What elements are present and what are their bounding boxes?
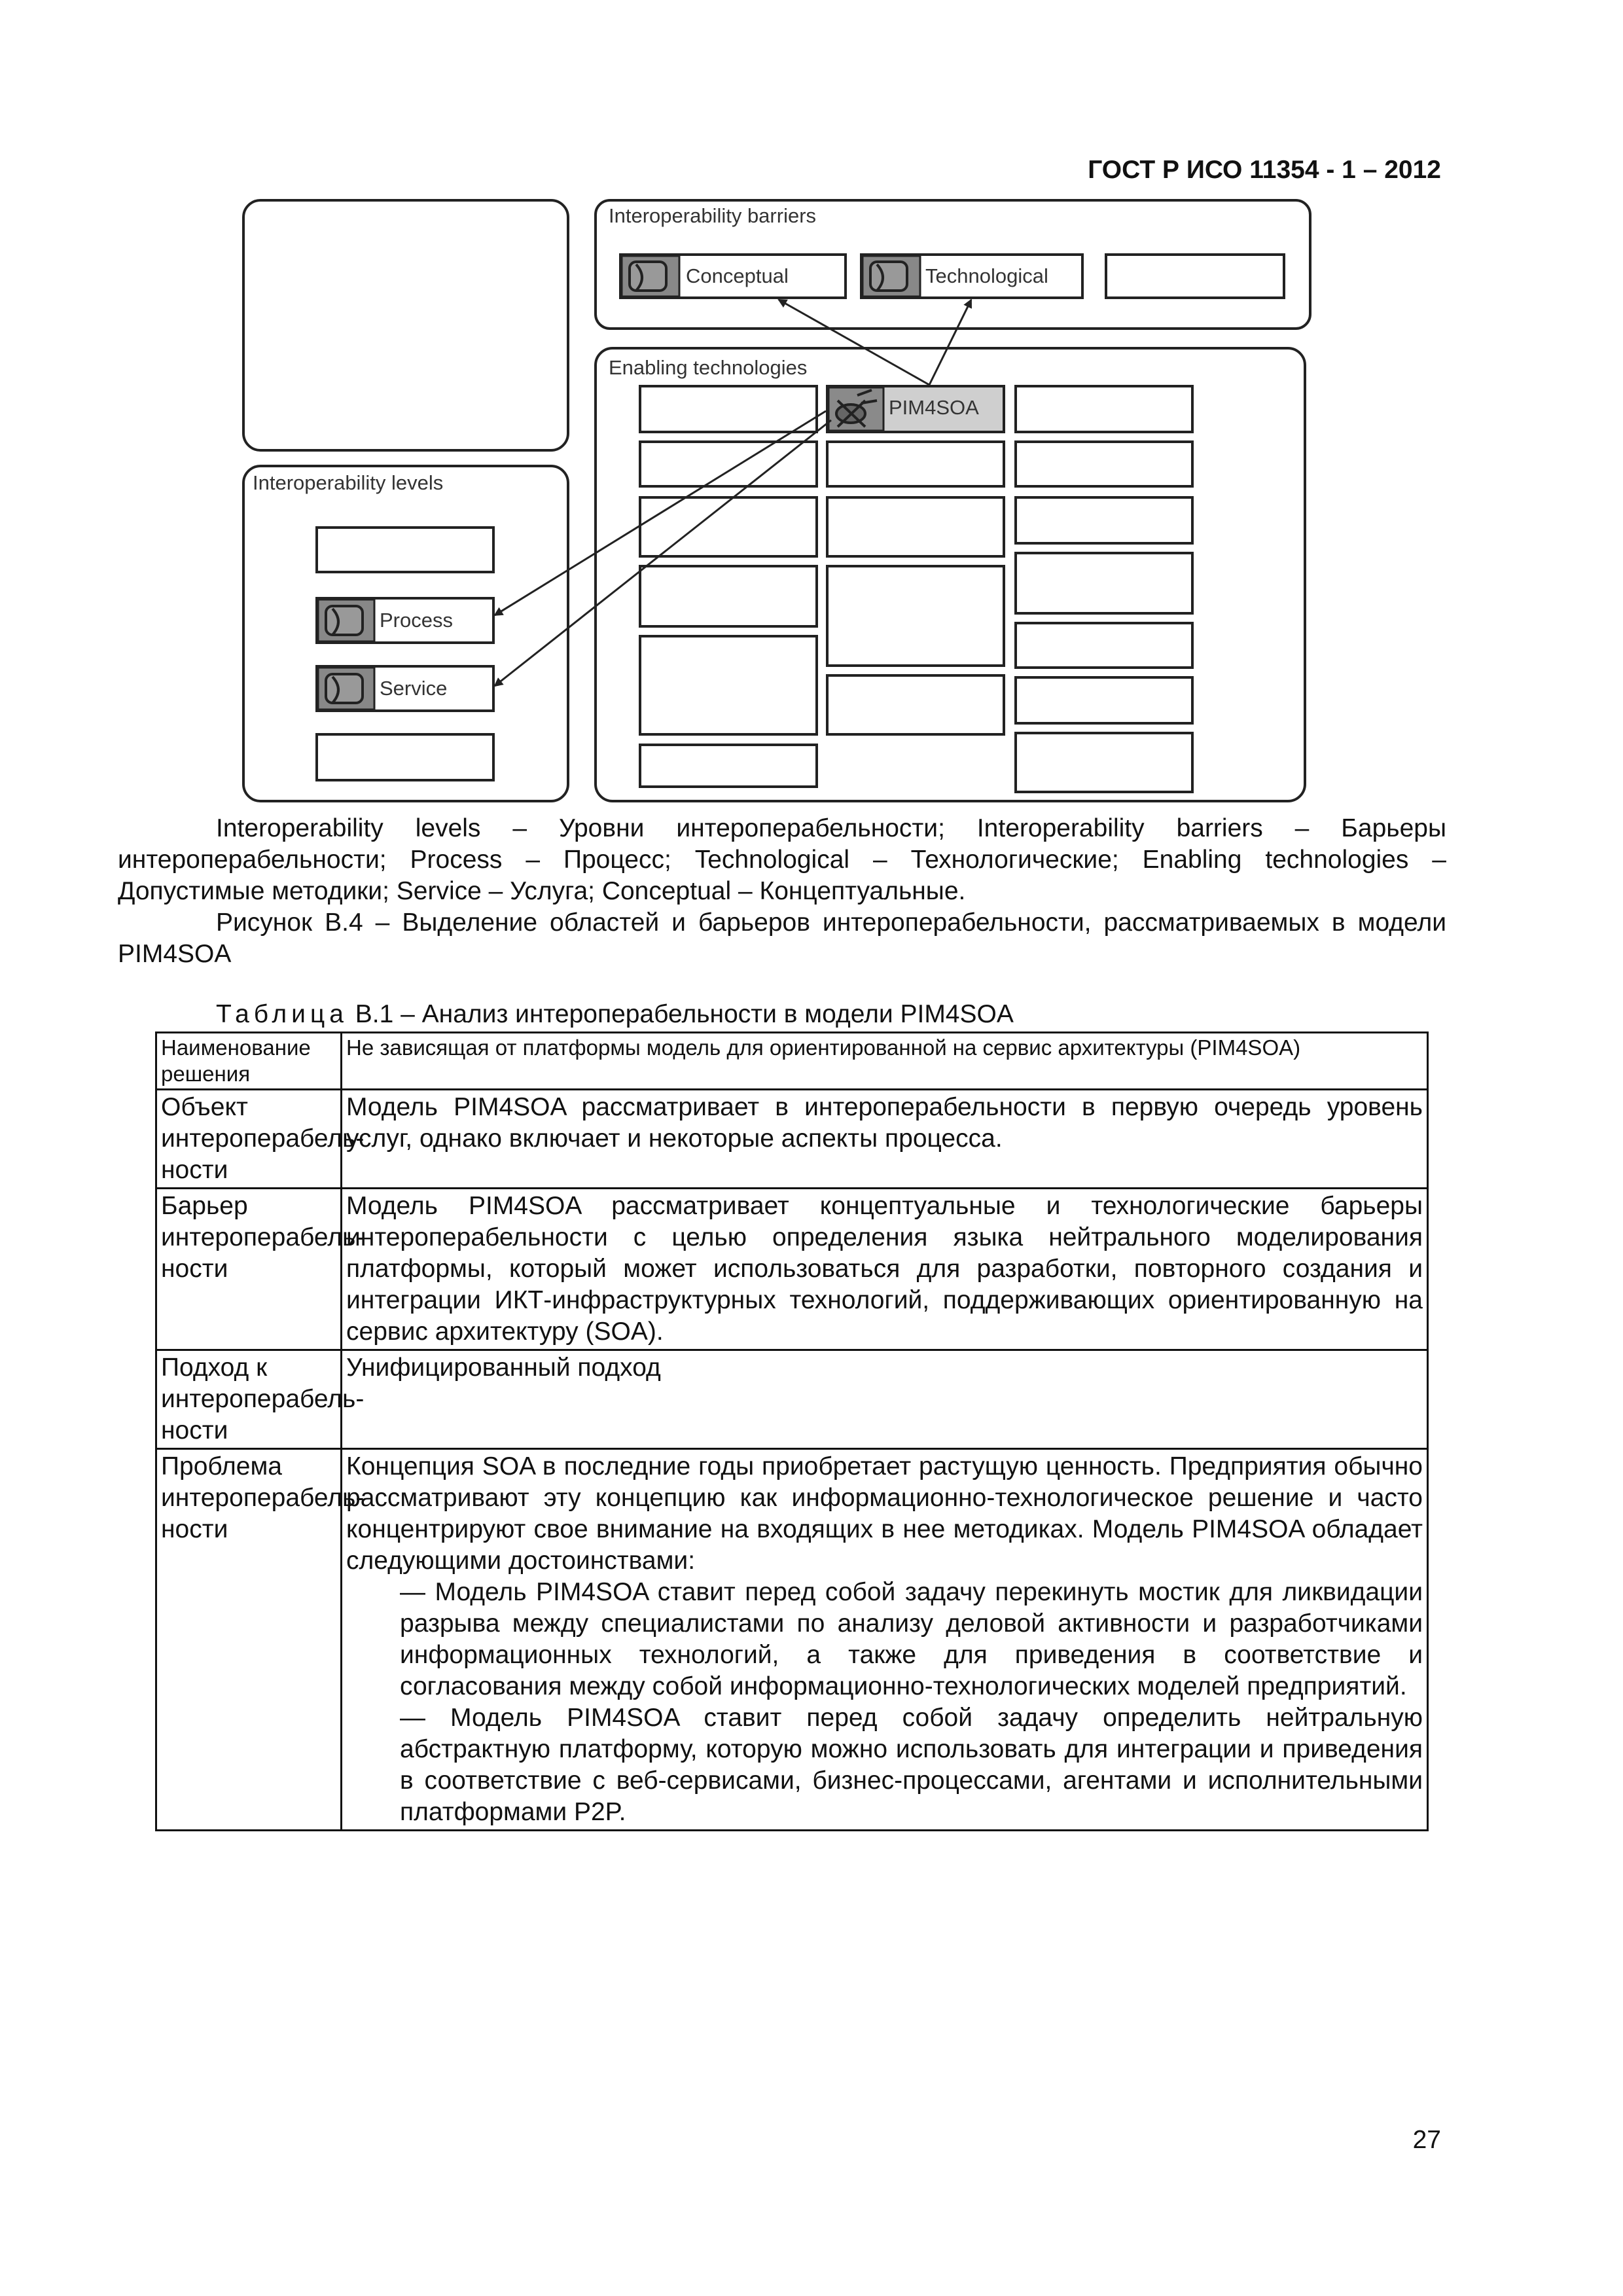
table-caption-text: В.1 – Анализ интероперабельности в модели PIM4SOA (348, 1000, 1014, 1028)
level-process (317, 598, 493, 643)
page-number: 27 (1412, 2126, 1441, 2154)
figure-caption (118, 813, 1446, 970)
row-label: Барьер интероперабель-ности (156, 1189, 342, 1350)
barrier-conceptual (620, 255, 846, 298)
empty-panel (243, 200, 568, 450)
row-label: Подход к интероперабель-ности (156, 1350, 342, 1449)
pim4soa-box (827, 386, 1004, 432)
document-header: ГОСТ Р ИСО 11354 - 1 – 2012 (1088, 156, 1441, 184)
table-caption (216, 1000, 1014, 1029)
analysis-table (155, 1031, 1429, 1831)
pim4soa-diagram (0, 0, 1623, 825)
row-value: Унифицированный подход (342, 1350, 1428, 1449)
table-row (156, 1189, 1428, 1350)
barrier-empty (1106, 255, 1284, 298)
level-service (317, 666, 493, 711)
barriers-title: Interoperability barriers (609, 204, 817, 227)
svg-text:PIM4SOA: PIM4SOA (889, 396, 979, 419)
level-empty-bottom (317, 734, 493, 780)
level-empty-top (317, 528, 493, 572)
service-icon (326, 674, 363, 703)
row-value: Модель PIM4SOA рассматривает в интероперабельности в первую очередь уровень услуг, однако включает и некоторые аспекты процесса. (342, 1090, 1428, 1189)
svg-text:Technological: Technological (925, 264, 1048, 287)
levels-title: Interoperability levels (253, 471, 444, 494)
table-caption-prefix: Таблица (216, 1000, 348, 1028)
svg-text:Process: Process (380, 609, 453, 632)
figure-title: Рисунок B.4 – Выделение областей и барьеров интероперабельности, рассматриваемых в модели PIM4SOA (118, 908, 1446, 968)
enabling-title: Enabling technologies (609, 356, 808, 379)
svg-text:Service: Service (380, 677, 448, 700)
row-value: Модель PIM4SOA рассматривает концептуальные и технологические барьеры интероперабельности с целью определения языка нейтрального моделирования платформы, который может использоваться для разработки, повторного создания и интеграции ИКТ-инфраструктурных технологий, поддерживающих ориентированную на сервис архитектуру (SOA). (342, 1189, 1428, 1350)
row-value-group (342, 1449, 1428, 1831)
figure-legend: Interoperability levels – Уровни интероперабельности; Interoperability barriers – Барьеры интероперабельности; Process – Процесс; Technological – Технологические; Enabling technologies – Допустимые методики; Service – Услуга; Conceptual – Концептуальные. (118, 814, 1446, 905)
conceptual-icon (630, 262, 666, 291)
table-header-row (156, 1033, 1428, 1090)
process-icon (326, 606, 363, 635)
row-value: Концепция SOA в последние годы приобретает растущую ценность. Предприятия обычно рассматривают эту концепцию как информационно-технологическое решение и часто концентрируют свое внимание на входящих в нее методиках. Модель PIM4SOA обладает следующими достоинствами: (346, 1452, 1423, 1575)
table-row (156, 1090, 1428, 1189)
table-row (156, 1350, 1428, 1449)
barrier-technological (861, 255, 1082, 298)
header-cell-name: Наименование решения (156, 1033, 342, 1090)
header-cell-description: Не зависящая от платформы модель для ориентированной на сервис архитектуры (PIM4SOA) (342, 1033, 1428, 1090)
list-item: — Модель PIM4SOA ставит перед собой задачу определить нейтральную абстрактную платформу, которую можно использовать для интеграции и приведения в соответствие с веб-сервисами, бизнес-процессами, агентами и исполнительными платформами P2P. (400, 1704, 1423, 1826)
svg-text:Conceptual: Conceptual (686, 264, 789, 287)
technological-icon (870, 262, 907, 291)
table-row (156, 1449, 1428, 1831)
row-label: Проблема интероперабель-ности (156, 1449, 342, 1831)
row-label: Объект интероперабель-ности (156, 1090, 342, 1189)
list-item: — Модель PIM4SOA ставит перед собой задачу перекинуть мостик для ликвидации разрыва между специалистами по анализу деловой активности и разработчиками информационных технологий, а также для приведения в соответствие и согласования между собой информационно-технологических моделей предприятий. (400, 1578, 1423, 1700)
